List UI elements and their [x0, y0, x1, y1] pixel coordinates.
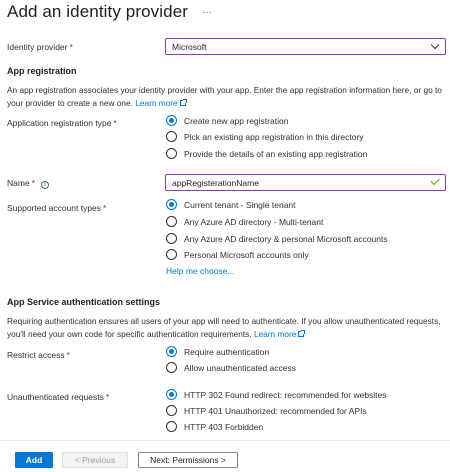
radio-selected-icon: [166, 346, 177, 357]
identity-provider-select[interactable]: [165, 38, 446, 55]
radio-create-new-app-registration[interactable]: [166, 115, 288, 126]
name-label: [7, 178, 49, 189]
radio-unselected-icon: [166, 249, 177, 260]
unauthenticated-requests-label-text: Unauthenticated requests: [7, 392, 104, 402]
next-permissions-button[interactable]: Next: Permissions >: [138, 452, 238, 468]
add-button[interactable]: Add: [15, 452, 53, 468]
radio-single-tenant[interactable]: [166, 199, 296, 210]
radio-selected-icon: [166, 199, 177, 210]
auth-settings-heading: App Service authentication settings: [7, 297, 161, 307]
external-link-icon: [298, 331, 304, 337]
page-header: [7, 2, 212, 22]
required-marker: *: [66, 350, 70, 360]
radio-http-302[interactable]: [166, 389, 387, 400]
unauthenticated-requests-label: [7, 392, 109, 402]
radio-http-401[interactable]: [166, 405, 367, 416]
name-label-text: Name: [7, 178, 30, 188]
required-marker: *: [105, 392, 110, 402]
chevron-down-icon: [431, 41, 439, 49]
required-marker: *: [113, 118, 117, 128]
radio-unselected-icon: [166, 362, 177, 373]
app-registration-description-text: An app registration associates your identity provider with your app. Enter the app registration information here, or go to your provider to create a new one.: [7, 85, 442, 108]
supported-account-types-label: [7, 203, 106, 213]
radio-selected-icon: [166, 389, 177, 400]
app-registration-description: [7, 84, 447, 109]
supported-account-types-label-text: Supported account types: [7, 203, 102, 213]
app-registration-heading: App registration: [7, 66, 77, 76]
radio-label: Provide the details of an existing app registration: [184, 148, 368, 159]
radio-unselected-icon: [166, 233, 177, 244]
name-input-value: appRegisterationName: [172, 177, 259, 188]
radio-label: HTTP 403 Forbidden: [184, 421, 264, 432]
page-title: Add an identity provider: [7, 2, 189, 21]
auth-settings-description-text: Requiring authentication ensures all users of your app will need to authenticate. If you allow unauthenticated requests, you'll need your own code for specific authentication requirements.: [7, 316, 441, 339]
identity-provider-label: [7, 42, 73, 52]
previous-button: < Previous: [62, 452, 128, 468]
more-options-icon[interactable]: ···: [202, 7, 213, 18]
radio-http-403[interactable]: [166, 421, 263, 432]
learn-more-text: Learn more: [253, 328, 297, 339]
restrict-access-label: [7, 350, 70, 360]
radio-unselected-icon: [166, 216, 177, 227]
radio-label: Pick an existing app registration in this directory: [184, 131, 364, 142]
required-marker: *: [103, 203, 107, 213]
radio-require-authentication[interactable]: [166, 346, 269, 357]
learn-more-link[interactable]: [254, 329, 304, 339]
radio-label: Any Azure AD directory - Multi-tenant: [184, 216, 324, 227]
radio-unselected-icon: [166, 421, 177, 432]
radio-label: Current tenant - Single tenant: [184, 199, 296, 210]
auth-settings-description: [7, 315, 447, 340]
app-registration-type-label: [7, 118, 117, 128]
required-marker: *: [31, 178, 35, 188]
radio-unselected-icon: [166, 131, 177, 142]
learn-more-link[interactable]: [135, 98, 185, 108]
radio-label: HTTP 302 Found redirect: recommended for websites: [184, 389, 387, 400]
name-input[interactable]: [165, 174, 446, 191]
radio-provide-existing-details[interactable]: [166, 148, 367, 159]
radio-selected-icon: [166, 115, 177, 126]
radio-label: Personal Microsoft accounts only: [184, 249, 309, 260]
radio-unselected-icon: [166, 148, 177, 159]
radio-label: Any Azure AD directory & personal Microsoft accounts: [184, 233, 388, 244]
external-link-icon: [180, 100, 186, 106]
radio-label: Require authentication: [184, 346, 270, 357]
learn-more-text: Learn more: [135, 97, 178, 108]
identity-provider-value: Microsoft: [172, 41, 207, 52]
app-registration-type-label-text: Application registration type: [7, 118, 112, 128]
radio-personal-only[interactable]: [166, 249, 309, 260]
radio-allow-unauthenticated[interactable]: [166, 362, 296, 373]
help-me-choose-link[interactable]: Help me choose...: [166, 266, 235, 276]
radio-label: Create new app registration: [184, 115, 289, 126]
radio-unselected-icon: [166, 405, 177, 416]
radio-label: HTTP 401 Unauthorized: recommended for APIs: [184, 405, 367, 416]
restrict-access-label-text: Restrict access: [7, 350, 65, 360]
info-icon[interactable]: i: [41, 181, 49, 189]
checkmark-icon: [430, 176, 439, 185]
radio-multi-tenant[interactable]: [166, 216, 323, 227]
radio-pick-existing-app-registration[interactable]: [166, 131, 364, 142]
required-marker: *: [69, 42, 73, 52]
radio-multi-tenant-personal[interactable]: [166, 233, 388, 244]
radio-label: Allow unauthenticated access: [184, 362, 296, 373]
identity-provider-label-text: Identity provider: [7, 42, 68, 52]
